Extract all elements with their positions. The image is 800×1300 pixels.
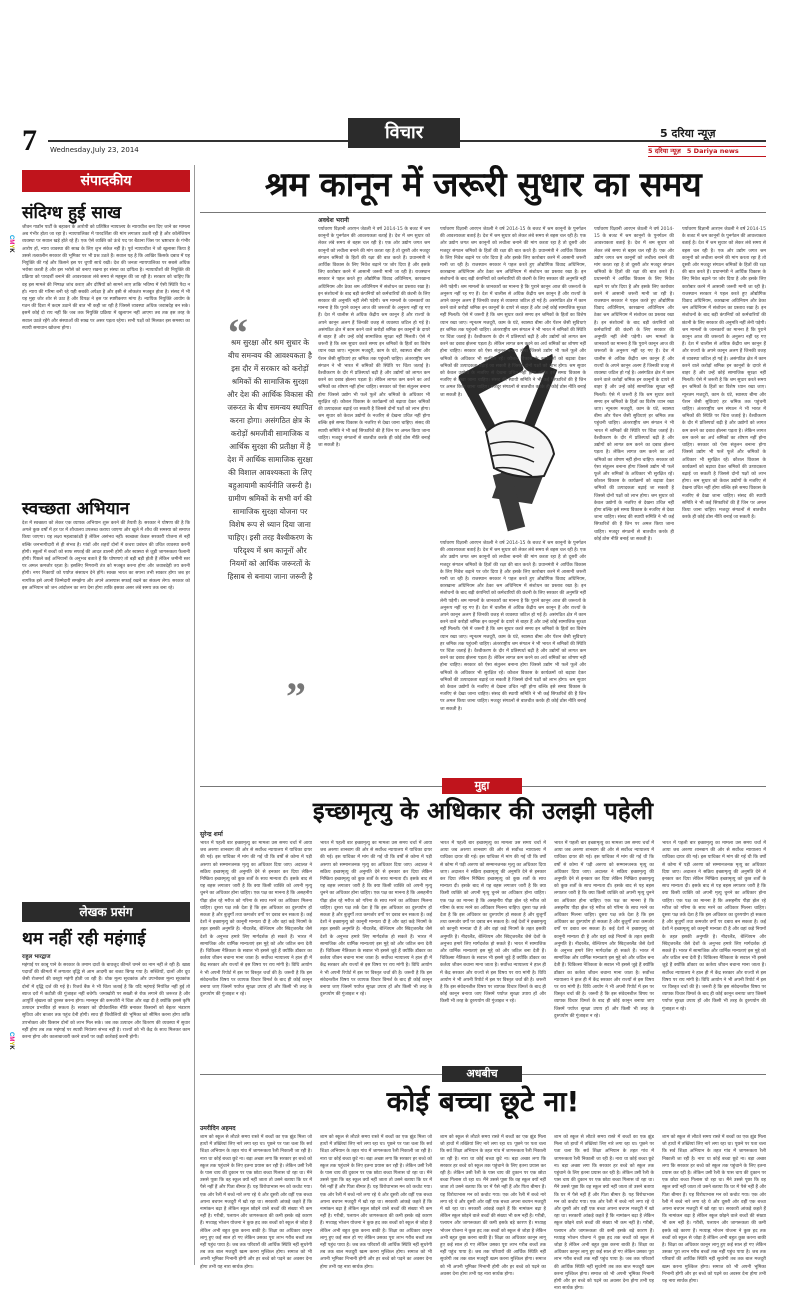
quote-close-icon: ” bbox=[286, 674, 306, 719]
column-label-text: लेखक प्रसंग bbox=[79, 905, 133, 919]
mudda-body-col2: भारत में पहली बार इच्छामृत्यु का मामला उस समय चर्चा में आया जब अरुणा शानबाग की ओर से सर्वोच्च न्यायालय में याचिका दायर की गई। इस याचिका में मांग की गई थी कि वर्षों से कोमा में पड़ी अरुणा को सम्मानजनक मृत्यु का अधिकार दिया जाए। अदालत ने सक्रिय इच्छामृत्यु की अनुमति देने से इनकार कर दिया लेकिन निष्क्रिय इच्छामृत्यु को कुछ शर्तों के साथ मान्यता दी। इसके बाद से यह बहस लगातार जारी है कि क्या किसी व्यक्ति को अपनी मृत्यु चुनने का अधिकार होना चाहिए। एक पक्ष का मानना है कि असहनीय पीड़ा झेल रहे मरीज को गरिमा के साथ मरने का अधिकार मिलना चाहिए। दूसरा पक्ष तर्क देता है कि इस अधिकार का दुरुपयोग हो सकता है और बुजुर्गों तथा कमजोर वर्गों पर दबाव बन सकता है। कई देशों ने इच्छामृत्यु को कानूनी मान्यता दी है और वहां कड़े नियमों के तहत इसकी अनुमति है। नीदरलैंड, बेल्जियम और स्विट्जरलैंड जैसे देशों के अनुभव हमारे लिए मार्गदर्शक हो सकते हैं। भारत में सामाजिक और धार्मिक मान्यताएं इस मुद्दे को और जटिल बना देती हैं। चिकित्सा नैतिकता के सवाल भी इससे जुड़े हैं क्योंकि डॉक्टर का कर्तव्य जीवन बचाना माना जाता है। सर्वोच्च न्यायालय ने हाल ही में केंद्र सरकार और राज्यों से इस विषय पर राय मांगी है। विधि आयोग ने भी अपनी रिपोर्ट में इस पर विस्तृत चर्चा की है। जरूरी है कि इस संवेदनशील विषय पर व्यापक विचार विमर्श के बाद ही कोई कानून बनाया जाए जिसमें पर्याप्त सुरक्षा उपाय हों और किसी भी तरह के दुरुपयोग की गुंजाइश न रहे। bbox=[320, 841, 432, 998]
adhbeech-byline: उमरीदिन अहमद bbox=[200, 1125, 236, 1132]
mudda-kicker-text: मुद्दा bbox=[474, 779, 490, 792]
cmyk-mark-bottom: CMYK bbox=[8, 1032, 14, 1050]
editorial-label-text: संपादकीय bbox=[80, 173, 132, 189]
cmyk-mark-top: CMYK bbox=[8, 235, 14, 253]
mudda-body-col4: भारत में पहली बार इच्छामृत्यु का मामला उस समय चर्चा में आया जब अरुणा शानबाग की ओर से सर्वोच्च न्यायालय में याचिका दायर की गई। इस याचिका में मांग की गई थी कि वर्षों से कोमा में पड़ी अरुणा को सम्मानजनक मृत्यु का अधिकार दिया जाए। अदालत ने सक्रिय इच्छामृत्यु की अनुमति देने से इनकार कर दिया लेकिन निष्क्रिय इच्छामृत्यु को कुछ शर्तों के साथ मान्यता दी। इसके बाद से यह बहस लगातार जारी है कि क्या किसी व्यक्ति को अपनी मृत्यु चुनने का अधिकार होना चाहिए। एक पक्ष का मानना है कि असहनीय पीड़ा झेल रहे मरीज को गरिमा के साथ मरने का अधिकार मिलना चाहिए। दूसरा पक्ष तर्क देता है कि इस अधिकार का दुरुपयोग हो सकता है और बुजुर्गों तथा कमजोर वर्गों पर दबाव बन सकता है। कई देशों ने इच्छामृत्यु को कानूनी मान्यता दी है और वहां कड़े नियमों के तहत इसकी अनुमति है। नीदरलैंड, बेल्जियम और स्विट्जरलैंड जैसे देशों के अनुभव हमारे लिए मार्गदर्शक हो सकते हैं। भारत में सामाजिक और धार्मिक मान्यताएं इस मुद्दे को और जटिल बना देती हैं। चिकित्सा नैतिकता के सवाल भी इससे जुड़े हैं क्योंकि डॉक्टर का कर्तव्य जीवन बचाना माना जाता है। सर्वोच्च न्यायालय ने हाल ही में केंद्र सरकार और राज्यों से इस विषय पर राय मांगी है। विधि आयोग ने भी अपनी रिपोर्ट में इस पर विस्तृत चर्चा की है। जरूरी है कि इस संवेदनशील विषय पर व्यापक विचार विमर्श के बाद ही कोई कानून बनाया जाए जिसमें पर्याप्त सुरक्षा उपाय हों और किसी भी तरह के दुरुपयोग की गुंजाइश न रहे। bbox=[554, 841, 654, 1019]
adhbeech-body-col1: शाम को स्कूल से लौटते समय रास्ते में बच्चों का एक झुंड मिला जो हाथों में तख्तियां लिए नारे लगा रहा था। पूछने पर पता चला कि सर्व शिक्षा अभियान के तहत गांव में जागरूकता रैली निकाली जा रही है। नारा था कोई बच्चा छूटे ना। बड़ा अच्छा लगा कि सरकार हर बच्चे को स्कूल तक पहुंचाने के लिए इतना प्रयास कर रही है। लेकिन उसी रैली के पास चाय की दुकान पर एक छोटा बच्चा गिलास धो रहा था। मैंने उससे पूछा कि वह स्कूल क्यों नहीं जाता तो उसने बताया कि घर में पैसे नहीं हैं और पिता बीमार हैं। यह विरोधाभास मन को कचोट गया। एक ओर रैली में बच्चे नारे लगा रहे थे और दूसरी ओर वहीं एक बच्चा अपना बचपन मजदूरी में खो रहा था। सरकारी आंकड़े कहते हैं कि नामांकन बढ़ा है लेकिन स्कूल छोड़ने वाले बच्चों की संख्या भी कम नहीं है। गरीबी, पलायन और जागरूकता की कमी इसके बड़े कारण हैं। मध्याह्न भोजन योजना ने कुछ हद तक बच्चों को स्कूल से जोड़ा है लेकिन अभी बहुत कुछ करना बाकी है। शिक्षा का अधिकार कानून लागू हुए कई साल हो गए लेकिन उसका पूरा लाभ गरीब बच्चों तक नहीं पहुंच पाया है। जब तक परिवारों की आर्थिक स्थिति नहीं सुधरेगी तब तक बाल मजदूरी खत्म करना मुश्किल होगा। समाज को भी अपनी भूमिका निभानी होगी और हर बच्चे को पढ़ने का अवसर देना होगा तभी यह नारा सार्थक होगा। bbox=[200, 1135, 312, 1270]
editorial-1-body: जीवन गाडॉन पार्टी के बहाकर के आरोपी को प्रतिष्ठित न्यायालय के न्यायधीश बना दिए जाने का मामला अब गंभीर होता जा रहा है। न्यायपालिका में पारदर्शिता की मांग लगातार उठती रही है और कॉलेजियम व्यवस्था पर सवाल खड़े होते रहे हैं। एक ऐसे व्यक्ति को ऊंचे पद पर बैठाना जिस पर भ्रष्टाचार के गंभीर आरोप हों, न्याय व्यवस्था की साख के लिए शुभ संकेत नहीं है। पूर्व न्यायाधीश ने जो खुलासा किया है उससे तत्कालीन सरकार की भूमिका पर भी प्रश्न उठते हैं। सवाल यह है कि आखिर किसके दबाव में यह नियुक्ति की गई और किसने इस पर चुप्पी साधे रखी। देश की जनता न्यायपालिका पर सबसे अधिक भरोसा करती है और इस भरोसे को बनाए रखना हर संस्था का दायित्व है। न्यायाधीशों की नियुक्ति की प्रक्रिया को पारदर्शी बनाने की आवश्यकता लंबे समय से महसूस की जा रही है। सरकार को चाहिए कि वह इस मामले की निष्पक्ष जांच कराए और दोषियों को सामने लाए ताकि भविष्य में ऐसी स्थिति पैदा न हो। न्याय की गरिमा बनी रहे यही सबकी अपेक्षा है और इसी से लोकतंत्र मजबूत होता है। संसद में भी यह मुद्दा जोर शोर से उठा है और विपक्ष ने इस पर स्पष्टीकरण मांगा है। न्यायिक नियुक्ति आयोग के गठन की दिशा में कदम उठाने की बात भी कही जा रही है जिससे व्यवस्था अधिक जवाबदेह बन सके। इसमें कोई दो राय नहीं कि जब तक नियुक्ति प्रक्रिया में खुलापन नहीं आएगा तब तक इस तरह के सवाल उठते रहेंगे और संस्थाओं की साख पर असर पड़ता रहेगा। सभी पक्षों को मिलकर इस समस्या का स्थायी समाधान खोजना होगा। bbox=[22, 225, 190, 331]
column-label bbox=[22, 902, 190, 922]
adhbeech-headline: कोई बच्चा छूटे ना! bbox=[386, 1085, 580, 1118]
adhbeech-kicker-text: अधबीच bbox=[466, 1067, 498, 1080]
editorial-2-title: स्वच्छता अभियान bbox=[22, 499, 130, 519]
lead-headline: श्रम कानून में जरूरी सुधार का समय bbox=[264, 165, 702, 205]
adhbeech-body-col3: शाम को स्कूल से लौटते समय रास्ते में बच्चों का एक झुंड मिला जो हाथों में तख्तियां लिए नारे लगा रहा था। पूछने पर पता चला कि सर्व शिक्षा अभियान के तहत गांव में जागरूकता रैली निकाली जा रही है। नारा था कोई बच्चा छूटे ना। बड़ा अच्छा लगा कि सरकार हर बच्चे को स्कूल तक पहुंचाने के लिए इतना प्रयास कर रही है। लेकिन उसी रैली के पास चाय की दुकान पर एक छोटा बच्चा गिलास धो रहा था। मैंने उससे पूछा कि वह स्कूल क्यों नहीं जाता तो उसने बताया कि घर में पैसे नहीं हैं और पिता बीमार हैं। यह विरोधाभास मन को कचोट गया। एक ओर रैली में बच्चे नारे लगा रहे थे और दूसरी ओर वहीं एक बच्चा अपना बचपन मजदूरी में खो रहा था। सरकारी आंकड़े कहते हैं कि नामांकन बढ़ा है लेकिन स्कूल छोड़ने वाले बच्चों की संख्या भी कम नहीं है। गरीबी, पलायन और जागरूकता की कमी इसके बड़े कारण हैं। मध्याह्न भोजन योजना ने कुछ हद तक बच्चों को स्कूल से जोड़ा है लेकिन अभी बहुत कुछ करना बाकी है। शिक्षा का अधिकार कानून लागू हुए कई साल हो गए लेकिन उसका पूरा लाभ गरीब बच्चों तक नहीं पहुंच पाया है। जब तक परिवारों की आर्थिक स्थिति नहीं सुधरेगी तब तक बाल मजदूरी खत्म करना मुश्किल होगा। समाज को भी अपनी भूमिका निभानी होगी और हर बच्चे को पढ़ने का अवसर देना होगा तभी यह नारा सार्थक होगा। bbox=[440, 1135, 546, 1277]
editorial-2-body: देश में स्वच्छता को लेकर एक व्यापक अभियान शुरू करने की तैयारी है। सरकार ने घोषणा की है कि अगले कुछ वर्षों में हर घर में शौचालय उपलब्ध कराया जाएगा और खुले में शौच की समस्या को समाप्त किया जाएगा। यह लक्ष्य महत्वाकांक्षी है लेकिन असंभव नहीं। स्वच्छता केवल सरकारी योजना से नहीं बल्कि जनभागीदारी से ही संभव है। गांवों और शहरों दोनों में कचरा प्रबंधन की उचित व्यवस्था करनी होगी। स्कूलों में बच्चों को साफ सफाई की आदत डालनी होगी और स्वास्थ्य से जुड़ी जागरूकता फैलानी होगी। पिछले कई अभियानों के अनुभव बताते हैं कि घोषणाएं तो बड़ी बड़ी होती हैं लेकिन जमीनी स्तर पर अमल कमजोर रहता है। इसलिए निगरानी तंत्र को मजबूत करना होगा और जवाबदेही तय करनी होगी। नगर निकायों को पर्याप्त संसाधन देने होंगे। स्वच्छ भारत का सपना तभी साकार होगा जब हर नागरिक इसे अपनी जिम्मेदारी समझेगा और अपने आसपास सफाई रखने का संकल्प लेगा। सरकार को इस अभियान को जन आंदोलन का रूप देना होगा ताकि इसका असर लंबे समय तक बना रहे। bbox=[22, 521, 190, 591]
brand-logo-top: 5 दरिया न्यूज़ bbox=[660, 127, 716, 140]
lead-headline-rule bbox=[200, 212, 766, 213]
brand-sub-hindi: 5 दरिया न्यूज़ bbox=[648, 147, 681, 155]
sidebar-divider bbox=[194, 165, 195, 1265]
adhbeech-kicker bbox=[442, 1066, 522, 1082]
masthead-rule-left bbox=[48, 140, 348, 142]
lead-body-col2-lower: पर्यावरण विज्ञानी आरएन जेठली ने वर्ष 2014-15 के बजट में श्रम कानूनों के पुनर्गठन की आवश्यकता बताई है। देश में श्रम सुधार को लेकर लंबे समय से बहस चल रही है। एक ओर उद्योग जगत श्रम कानूनों को लचीला बनाने की मांग करता रहा है तो दूसरी ओर मजदूर संगठन श्रमिकों के हितों की रक्षा की बात करते हैं। प्रधानमंत्री ने आर्थिक विकास के लिए निवेश बढ़ाने पर जोर दिया है और इसके लिए कारोबार करने में आसानी जरूरी मानी जा रही है। राजस्थान सरकार ने पहल करते हुए औद्योगिक विवाद अधिनियम, कारखाना अधिनियम और ठेका श्रम अधिनियम में संशोधन का प्रस्ताव रखा है। इन संशोधनों के बाद बड़ी कंपनियों को कर्मचारियों की छंटनी के लिए सरकार की अनुमति नहीं लेनी पड़ेगी। श्रम मामलों के जानकारों का मानना है कि पुराने कानून आज की जरूरतों के अनुरूप नहीं रह गए हैं। देश में चालीस से अधिक केंद्रीय श्रम कानून हैं और राज्यों के अपने कानून अलग हैं जिनकी वजह से व्यवस्था जटिल हो गई है। असंगठित क्षेत्र में काम करने वाले करोड़ों श्रमिक इन कानूनों के दायरे से बाहर हैं और उन्हें कोई सामाजिक सुरक्षा नहीं मिलती। ऐसे में जरूरी है कि श्रम सुधार करते समय इन श्रमिकों के हितों का विशेष ध्यान रखा जाए। न्यूनतम मजदूरी, काम के घंटे, स्वास्थ्य बीमा और पेंशन जैसी सुविधाएं हर श्रमिक तक पहुंचनी चाहिए। अंतरराष्ट्रीय श्रम संगठन ने भी भारत में श्रमिकों की स्थिति पर चिंता जताई है। वैश्वीकरण के दौर में प्रतिस्पर्धा बढ़ी है और उद्योगों को लागत कम करने का दबाव झेलना पड़ता है। लेकिन लागत कम करने का अर्थ श्रमिकों का शोषण नहीं होना चाहिए। सरकार को ऐसा संतुलन बनाना होगा जिससे उद्योग भी फलें फूलें और श्रमिकों के अधिकार भी सुरक्षित रहें। कौशल विकास के कार्यक्रमों को बढ़ावा देकर श्रमिकों की उत्पादकता बढ़ाई जा सकती है जिससे दोनों पक्षों को लाभ होगा। श्रम सुधार को केवल उद्योगों के नजरिए से देखना उचित नहीं होगा बल्कि इसे समग्र विकास के नजरिए से देखा जाना चाहिए। संसद की स्थायी समिति ने भी कई सिफारिशें की हैं जिन पर अमल किया जाना चाहिए। मजदूर संगठनों से बातचीत करके ही कोई ठोस नीति बनाई जा सकती है। bbox=[440, 541, 586, 712]
brand-sub-en: 5 Dariya news bbox=[686, 147, 739, 155]
lead-body-col1: पर्यावरण विज्ञानी आरएन जेठली ने वर्ष 2014-15 के बजट में श्रम कानूनों के पुनर्गठन की आवश्यकता बताई है। देश में श्रम सुधार को लेकर लंबे समय से बहस चल रही है। एक ओर उद्योग जगत श्रम कानूनों को लचीला बनाने की मांग करता रहा है तो दूसरी ओर मजदूर संगठन श्रमिकों के हितों की रक्षा की बात करते हैं। प्रधानमंत्री ने आर्थिक विकास के लिए निवेश बढ़ाने पर जोर दिया है और इसके लिए कारोबार करने में आसानी जरूरी मानी जा रही है। राजस्थान सरकार ने पहल करते हुए औद्योगिक विवाद अधिनियम, कारखाना अधिनियम और ठेका श्रम अधिनियम में संशोधन का प्रस्ताव रखा है। इन संशोधनों के बाद बड़ी कंपनियों को कर्मचारियों की छंटनी के लिए सरकार की अनुमति नहीं लेनी पड़ेगी। श्रम मामलों के जानकारों का मानना है कि पुराने कानून आज की जरूरतों के अनुरूप नहीं रह गए हैं। देश में चालीस से अधिक केंद्रीय श्रम कानून हैं और राज्यों के अपने कानून अलग हैं जिनकी वजह से व्यवस्था जटिल हो गई है। असंगठित क्षेत्र में काम करने वाले करोड़ों श्रमिक इन कानूनों के दायरे से बाहर हैं और उन्हें कोई सामाजिक सुरक्षा नहीं मिलती। ऐसे में जरूरी है कि श्रम सुधार करते समय इन श्रमिकों के हितों का विशेष ध्यान रखा जाए। न्यूनतम मजदूरी, काम के घंटे, स्वास्थ्य बीमा और पेंशन जैसी सुविधाएं हर श्रमिक तक पहुंचनी चाहिए। अंतरराष्ट्रीय श्रम संगठन ने भी भारत में श्रमिकों की स्थिति पर चिंता जताई है। वैश्वीकरण के दौर में प्रतिस्पर्धा बढ़ी है और उद्योगों को लागत कम करने का दबाव झेलना पड़ता है। लेकिन लागत कम करने का अर्थ श्रमिकों का शोषण नहीं होना चाहिए। सरकार को ऐसा संतुलन बनाना होगा जिससे उद्योग भी फलें फूलें और श्रमिकों के अधिकार भी सुरक्षित रहें। कौशल विकास के कार्यक्रमों को बढ़ावा देकर श्रमिकों की उत्पादकता बढ़ाई जा सकती है जिससे दोनों पक्षों को लाभ होगा। श्रम सुधार को केवल उद्योगों के नजरिए से देखना उचित नहीं होगा बल्कि इसे समग्र विकास के नजरिए से देखा जाना चाहिए। संसद की स्थायी समिति ने भी कई सिफारिशें की हैं जिन पर अमल किया जाना चाहिए। मजदूर संगठनों से बातचीत करके ही कोई ठोस नीति बनाई जा सकती है। bbox=[318, 227, 430, 449]
editorial-label bbox=[22, 170, 190, 192]
page-date: Wednesday,July 23, 2014 bbox=[50, 146, 139, 154]
lead-body-col2: पर्यावरण विज्ञानी आरएन जेठली ने वर्ष 2014-15 के बजट में श्रम कानूनों के पुनर्गठन की आवश्यकता बताई है। देश में श्रम सुधार को लेकर लंबे समय से बहस चल रही है। एक ओर उद्योग जगत श्रम कानूनों को लचीला बनाने की मांग करता रहा है तो दूसरी ओर मजदूर संगठन श्रमिकों के हितों की रक्षा की बात करते हैं। प्रधानमंत्री ने आर्थिक विकास के लिए निवेश बढ़ाने पर जोर दिया है और इसके लिए कारोबार करने में आसानी जरूरी मानी जा रही है। राजस्थान सरकार ने पहल करते हुए औद्योगिक विवाद अधिनियम, कारखाना अधिनियम और ठेका श्रम अधिनियम में संशोधन का प्रस्ताव रखा है। इन संशोधनों के बाद बड़ी कंपनियों को कर्मचारियों की छंटनी के लिए सरकार की अनुमति नहीं लेनी पड़ेगी। श्रम मामलों के जानकारों का मानना है कि पुराने कानून आज की जरूरतों के अनुरूप नहीं रह गए हैं। देश में चालीस से अधिक केंद्रीय श्रम कानून हैं और राज्यों के अपने कानून अलग हैं जिनकी वजह से व्यवस्था जटिल हो गई है। असंगठित क्षेत्र में काम करने वाले करोड़ों श्रमिक इन कानूनों के दायरे से बाहर हैं और उन्हें कोई सामाजिक सुरक्षा नहीं मिलती। ऐसे में जरूरी है कि श्रम सुधार करते समय इन श्रमिकों के हितों का विशेष ध्यान रखा जाए। न्यूनतम मजदूरी, काम के घंटे, स्वास्थ्य बीमा और पेंशन जैसी सुविधाएं हर श्रमिक तक पहुंचनी चाहिए। अंतरराष्ट्रीय श्रम संगठन ने भी भारत में श्रमिकों की स्थिति पर चिंता जताई है। वैश्वीकरण के दौर में प्रतिस्पर्धा बढ़ी है और उद्योगों को लागत कम करने का दबाव झेलना पड़ता है। लेकिन लागत कम करने का अर्थ श्रमिकों का शोषण नहीं होना चाहिए। सरकार को ऐसा संतुलन बनाना होगा जिससे उद्योग भी फलें फूलें और श्रमिकों के अधिकार भी सुरक्षित रहें। कौशल विकास के कार्यक्रमों को बढ़ावा देकर श्रमिकों की उत्पादकता बढ़ाई जा सकती है जिससे दोनों पक्षों को लाभ होगा। श्रम सुधार को केवल उद्योगों के नजरिए से देखना उचित नहीं होगा बल्कि इसे समग्र विकास के नजरिए से देखा जाना चाहिए। संसद की स्थायी समिति ने भी कई सिफारिशें की हैं जिन पर अमल किया जाना चाहिए। मजदूर संगठनों से बातचीत करके ही कोई ठोस नीति बनाई जा सकती है। bbox=[440, 227, 586, 398]
mudda-body-col3: भारत में पहली बार इच्छामृत्यु का मामला उस समय चर्चा में आया जब अरुणा शानबाग की ओर से सर्वोच्च न्यायालय में याचिका दायर की गई। इस याचिका में मांग की गई थी कि वर्षों से कोमा में पड़ी अरुणा को सम्मानजनक मृत्यु का अधिकार दिया जाए। अदालत ने सक्रिय इच्छामृत्यु की अनुमति देने से इनकार कर दिया लेकिन निष्क्रिय इच्छामृत्यु को कुछ शर्तों के साथ मान्यता दी। इसके बाद से यह बहस लगातार जारी है कि क्या किसी व्यक्ति को अपनी मृत्यु चुनने का अधिकार होना चाहिए। एक पक्ष का मानना है कि असहनीय पीड़ा झेल रहे मरीज को गरिमा के साथ मरने का अधिकार मिलना चाहिए। दूसरा पक्ष तर्क देता है कि इस अधिकार का दुरुपयोग हो सकता है और बुजुर्गों तथा कमजोर वर्गों पर दबाव बन सकता है। कई देशों ने इच्छामृत्यु को कानूनी मान्यता दी है और वहां कड़े नियमों के तहत इसकी अनुमति है। नीदरलैंड, बेल्जियम और स्विट्जरलैंड जैसे देशों के अनुभव हमारे लिए मार्गदर्शक हो सकते हैं। भारत में सामाजिक और धार्मिक मान्यताएं इस मुद्दे को और जटिल बना देती हैं। चिकित्सा नैतिकता के सवाल भी इससे जुड़े हैं क्योंकि डॉक्टर का कर्तव्य जीवन बचाना माना जाता है। सर्वोच्च न्यायालय ने हाल ही में केंद्र सरकार और राज्यों से इस विषय पर राय मांगी है। विधि आयोग ने भी अपनी रिपोर्ट में इस पर विस्तृत चर्चा की है। जरूरी है कि इस संवेदनशील विषय पर व्यापक विचार विमर्श के बाद ही कोई कानून बनाया जाए जिसमें पर्याप्त सुरक्षा उपाय हों और किसी भी तरह के दुरुपयोग की गुंजाइश न रहे। bbox=[440, 841, 546, 1005]
adhbeech-body-col2: शाम को स्कूल से लौटते समय रास्ते में बच्चों का एक झुंड मिला जो हाथों में तख्तियां लिए नारे लगा रहा था। पूछने पर पता चला कि सर्व शिक्षा अभियान के तहत गांव में जागरूकता रैली निकाली जा रही है। नारा था कोई बच्चा छूटे ना। बड़ा अच्छा लगा कि सरकार हर बच्चे को स्कूल तक पहुंचाने के लिए इतना प्रयास कर रही है। लेकिन उसी रैली के पास चाय की दुकान पर एक छोटा बच्चा गिलास धो रहा था। मैंने उससे पूछा कि वह स्कूल क्यों नहीं जाता तो उसने बताया कि घर में पैसे नहीं हैं और पिता बीमार हैं। यह विरोधाभास मन को कचोट गया। एक ओर रैली में बच्चे नारे लगा रहे थे और दूसरी ओर वहीं एक बच्चा अपना बचपन मजदूरी में खो रहा था। सरकारी आंकड़े कहते हैं कि नामांकन बढ़ा है लेकिन स्कूल छोड़ने वाले बच्चों की संख्या भी कम नहीं है। गरीबी, पलायन और जागरूकता की कमी इसके बड़े कारण हैं। मध्याह्न भोजन योजना ने कुछ हद तक बच्चों को स्कूल से जोड़ा है लेकिन अभी बहुत कुछ करना बाकी है। शिक्षा का अधिकार कानून लागू हुए कई साल हो गए लेकिन उसका पूरा लाभ गरीब बच्चों तक नहीं पहुंच पाया है। जब तक परिवारों की आर्थिक स्थिति नहीं सुधरेगी तब तक बाल मजदूरी खत्म करना मुश्किल होगा। समाज को भी अपनी भूमिका निभानी होगी और हर बच्चे को पढ़ने का अवसर देना होगा तभी यह नारा सार्थक होगा। bbox=[320, 1135, 432, 1270]
mudda-body-col1: भारत में पहली बार इच्छामृत्यु का मामला उस समय चर्चा में आया जब अरुणा शानबाग की ओर से सर्वोच्च न्यायालय में याचिका दायर की गई। इस याचिका में मांग की गई थी कि वर्षों से कोमा में पड़ी अरुणा को सम्मानजनक मृत्यु का अधिकार दिया जाए। अदालत ने सक्रिय इच्छामृत्यु की अनुमति देने से इनकार कर दिया लेकिन निष्क्रिय इच्छामृत्यु को कुछ शर्तों के साथ मान्यता दी। इसके बाद से यह बहस लगातार जारी है कि क्या किसी व्यक्ति को अपनी मृत्यु चुनने का अधिकार होना चाहिए। एक पक्ष का मानना है कि असहनीय पीड़ा झेल रहे मरीज को गरिमा के साथ मरने का अधिकार मिलना चाहिए। दूसरा पक्ष तर्क देता है कि इस अधिकार का दुरुपयोग हो सकता है और बुजुर्गों तथा कमजोर वर्गों पर दबाव बन सकता है। कई देशों ने इच्छामृत्यु को कानूनी मान्यता दी है और वहां कड़े नियमों के तहत इसकी अनुमति है। नीदरलैंड, बेल्जियम और स्विट्जरलैंड जैसे देशों के अनुभव हमारे लिए मार्गदर्शक हो सकते हैं। भारत में सामाजिक और धार्मिक मान्यताएं इस मुद्दे को और जटिल बना देती हैं। चिकित्सा नैतिकता के सवाल भी इससे जुड़े हैं क्योंकि डॉक्टर का कर्तव्य जीवन बचाना माना जाता है। सर्वोच्च न्यायालय ने हाल ही में केंद्र सरकार और राज्यों से इस विषय पर राय मांगी है। विधि आयोग ने भी अपनी रिपोर्ट में इस पर विस्तृत चर्चा की है। जरूरी है कि इस संवेदनशील विषय पर व्यापक विचार विमर्श के बाद ही कोई कानून बनाया जाए जिसमें पर्याप्त सुरक्षा उपाय हों और किसी भी तरह के दुरुपयोग की गुंजाइश न रहे। bbox=[200, 841, 312, 998]
lead-body-col4: पर्यावरण विज्ञानी आरएन जेठली ने वर्ष 2014-15 के बजट में श्रम कानूनों के पुनर्गठन की आवश्यकता बताई है। देश में श्रम सुधार को लेकर लंबे समय से बहस चल रही है। एक ओर उद्योग जगत श्रम कानूनों को लचीला बनाने की मांग करता रहा है तो दूसरी ओर मजदूर संगठन श्रमिकों के हितों की रक्षा की बात करते हैं। प्रधानमंत्री ने आर्थिक विकास के लिए निवेश बढ़ाने पर जोर दिया है और इसके लिए कारोबार करने में आसानी जरूरी मानी जा रही है। राजस्थान सरकार ने पहल करते हुए औद्योगिक विवाद अधिनियम, कारखाना अधिनियम और ठेका श्रम अधिनियम में संशोधन का प्रस्ताव रखा है। इन संशोधनों के बाद बड़ी कंपनियों को कर्मचारियों की छंटनी के लिए सरकार की अनुमति नहीं लेनी पड़ेगी। श्रम मामलों के जानकारों का मानना है कि पुराने कानून आज की जरूरतों के अनुरूप नहीं रह गए हैं। देश में चालीस से अधिक केंद्रीय श्रम कानून हैं और राज्यों के अपने कानून अलग हैं जिनकी वजह से व्यवस्था जटिल हो गई है। असंगठित क्षेत्र में काम करने वाले करोड़ों श्रमिक इन कानूनों के दायरे से बाहर हैं और उन्हें कोई सामाजिक सुरक्षा नहीं मिलती। ऐसे में जरूरी है कि श्रम सुधार करते समय इन श्रमिकों के हितों का विशेष ध्यान रखा जाए। न्यूनतम मजदूरी, काम के घंटे, स्वास्थ्य बीमा और पेंशन जैसी सुविधाएं हर श्रमिक तक पहुंचनी चाहिए। अंतरराष्ट्रीय श्रम संगठन ने भी भारत में श्रमिकों की स्थिति पर चिंता जताई है। वैश्वीकरण के दौर में प्रतिस्पर्धा बढ़ी है और उद्योगों को लागत कम करने का दबाव झेलना पड़ता है। लेकिन लागत कम करने का अर्थ श्रमिकों का शोषण नहीं होना चाहिए। सरकार को ऐसा संतुलन बनाना होगा जिससे उद्योग भी फलें फूलें और श्रमिकों के अधिकार भी सुरक्षित रहें। कौशल विकास के कार्यक्रमों को बढ़ावा देकर श्रमिकों की उत्पादकता बढ़ाई जा सकती है जिससे दोनों पक्षों को लाभ होगा। श्रम सुधार को केवल उद्योगों के नजरिए से देखना उचित नहीं होगा बल्कि इसे समग्र विकास के नजरिए से देखा जाना चाहिए। संसद की स्थायी समिति ने भी कई सिफारिशें की हैं जिन पर अमल किया जाना चाहिए। मजदूर संगठनों से बातचीत करके ही कोई ठोस नीति बनाई जा सकती है। bbox=[682, 227, 766, 521]
column-title: थम नहीं रही महंगाई bbox=[22, 929, 146, 949]
mudda-body-col5: भारत में पहली बार इच्छामृत्यु का मामला उस समय चर्चा में आया जब अरुणा शानबाग की ओर से सर्वोच्च न्यायालय में याचिका दायर की गई। इस याचिका में मांग की गई थी कि वर्षों से कोमा में पड़ी अरुणा को सम्मानजनक मृत्यु का अधिकार दिया जाए। अदालत ने सक्रिय इच्छामृत्यु की अनुमति देने से इनकार कर दिया लेकिन निष्क्रिय इच्छामृत्यु को कुछ शर्तों के साथ मान्यता दी। इसके बाद से यह बहस लगातार जारी है कि क्या किसी व्यक्ति को अपनी मृत्यु चुनने का अधिकार होना चाहिए। एक पक्ष का मानना है कि असहनीय पीड़ा झेल रहे मरीज को गरिमा के साथ मरने का अधिकार मिलना चाहिए। दूसरा पक्ष तर्क देता है कि इस अधिकार का दुरुपयोग हो सकता है और बुजुर्गों तथा कमजोर वर्गों पर दबाव बन सकता है। कई देशों ने इच्छामृत्यु को कानूनी मान्यता दी है और वहां कड़े नियमों के तहत इसकी अनुमति है। नीदरलैंड, बेल्जियम और स्विट्जरलैंड जैसे देशों के अनुभव हमारे लिए मार्गदर्शक हो सकते हैं। भारत में सामाजिक और धार्मिक मान्यताएं इस मुद्दे को और जटिल बना देती हैं। चिकित्सा नैतिकता के सवाल भी इससे जुड़े हैं क्योंकि डॉक्टर का कर्तव्य जीवन बचाना माना जाता है। सर्वोच्च न्यायालय ने हाल ही में केंद्र सरकार और राज्यों से इस विषय पर राय मांगी है। विधि आयोग ने भी अपनी रिपोर्ट में इस पर विस्तृत चर्चा की है। जरूरी है कि इस संवेदनशील विषय पर व्यापक विचार विमर्श के बाद ही कोई कानून बनाया जाए जिसमें पर्याप्त सुरक्षा उपाय हों और किसी भी तरह के दुरुपयोग की गुंजाइश न रहे। bbox=[662, 841, 766, 1012]
lead-body-col3: पर्यावरण विज्ञानी आरएन जेठली ने वर्ष 2014-15 के बजट में श्रम कानूनों के पुनर्गठन की आवश्यकता बताई है। देश में श्रम सुधार को लेकर लंबे समय से बहस चल रही है। एक ओर उद्योग जगत श्रम कानूनों को लचीला बनाने की मांग करता रहा है तो दूसरी ओर मजदूर संगठन श्रमिकों के हितों की रक्षा की बात करते हैं। प्रधानमंत्री ने आर्थिक विकास के लिए निवेश बढ़ाने पर जोर दिया है और इसके लिए कारोबार करने में आसानी जरूरी मानी जा रही है। राजस्थान सरकार ने पहल करते हुए औद्योगिक विवाद अधिनियम, कारखाना अधिनियम और ठेका श्रम अधिनियम में संशोधन का प्रस्ताव रखा है। इन संशोधनों के बाद बड़ी कंपनियों को कर्मचारियों की छंटनी के लिए सरकार की अनुमति नहीं लेनी पड़ेगी। श्रम मामलों के जानकारों का मानना है कि पुराने कानून आज की जरूरतों के अनुरूप नहीं रह गए हैं। देश में चालीस से अधिक केंद्रीय श्रम कानून हैं और राज्यों के अपने कानून अलग हैं जिनकी वजह से व्यवस्था जटिल हो गई है। असंगठित क्षेत्र में काम करने वाले करोड़ों श्रमिक इन कानूनों के दायरे से बाहर हैं और उन्हें कोई सामाजिक सुरक्षा नहीं मिलती। ऐसे में जरूरी है कि श्रम सुधार करते समय इन श्रमिकों के हितों का विशेष ध्यान रखा जाए। न्यूनतम मजदूरी, काम के घंटे, स्वास्थ्य बीमा और पेंशन जैसी सुविधाएं हर श्रमिक तक पहुंचनी चाहिए। अंतरराष्ट्रीय श्रम संगठन ने भी भारत में श्रमिकों की स्थिति पर चिंता जताई है। वैश्वीकरण के दौर में प्रतिस्पर्धा बढ़ी है और उद्योगों को लागत कम करने का दबाव झेलना पड़ता है। लेकिन लागत कम करने का अर्थ श्रमिकों का शोषण नहीं होना चाहिए। सरकार को ऐसा संतुलन बनाना होगा जिससे उद्योग भी फलें फूलें और श्रमिकों के अधिकार भी सुरक्षित रहें। कौशल विकास के कार्यक्रमों को बढ़ावा देकर श्रमिकों की उत्पादकता बढ़ाई जा सकती है जिससे दोनों पक्षों को लाभ होगा। श्रम सुधार को केवल उद्योगों के नजरिए से देखना उचित नहीं होगा बल्कि इसे समग्र विकास के नजरिए से देखा जाना चाहिए। संसद की स्थायी समिति ने भी कई सिफारिशें की हैं जिन पर अमल किया जाना चाहिए। मजदूर संगठनों से बातचीत करके ही कोई ठोस नीति बनाई जा सकती है। bbox=[594, 227, 674, 542]
mudda-kicker bbox=[442, 778, 522, 794]
brand-strip bbox=[648, 146, 766, 157]
section-banner bbox=[348, 118, 460, 148]
column-byline: राहुल भारद्वाज bbox=[22, 954, 51, 960]
mudda-byline: सुरेन्द्र शर्मा bbox=[200, 831, 223, 838]
column-body: महंगाई पर काबू पाने के सरकार के तमाम दावों के बावजूद कीमतें थमने का नाम नहीं ले रही हैं। खाद्य पदार्थों की कीमतों में लगातार वृद्धि से आम आदमी का बजट बिगड़ गया है। सब्जियों, दालों और दूध जैसी रोजमर्रा की वस्तुएं महंगी होती जा रही हैं। थोक मूल्य सूचकांक और उपभोक्ता मूल्य सूचकांक दोनों में वृद्धि दर्ज की गई है। रिजर्व बैंक ने भी चिंता जताई है कि यदि महंगाई नियंत्रित नहीं हुई तो ब्याज दरों में कटौती की गुंजाइश नहीं बचेगी। जमाखोरी पर सख्ती से रोक लगाने की जरूरत है और आपूर्ति श्रृंखला को दुरुस्त करना होगा। मानसून की कमजोरी ने चिंता और बढ़ा दी है क्योंकि इससे कृषि उत्पादन प्रभावित हो सकता है। सरकार को दीर्घकालिक नीति बनाकर किसानों को बेहतर भंडारण सुविधा और बाजार तक पहुंच देनी होगी। साथ ही बिचौलियों की भूमिका को सीमित करना होगा ताकि उपभोक्ता और किसान दोनों को लाभ मिल सके। जब तक उत्पादन और वितरण की व्यवस्था में सुधार नहीं होगा तब तक महंगाई पर स्थायी नियंत्रण संभव नहीं है। राज्यों को भी केंद्र के साथ मिलकर काम करना होगा और कालाबाजारी करने वालों पर कड़ी कार्रवाई करनी होगी। bbox=[22, 963, 190, 1041]
editorial-1-title: संदिग्ध हुई साख bbox=[22, 203, 122, 223]
pull-quote: श्रम सुरक्षा और श्रम सुधार के बीच समन्वय की आवश्यकता है इस दौर में सरकार को करोड़ों श्रमिकों की सामाजिक सुरक्षा और देश की आर्थिक विकास की जरूरत के बीच समन्वय स्थापित करना होगा। असंगठित क्षेत्र के करोड़ों श्रमजीवी सामाजिक व आर्थिक सुरक्षा की प्रतीक्षा में है देश में आर्थिक सामाजिक सुरक्षा की विशाल आवश्यकता के लिए बहुआयामी कार्यनीति जरूरी है। ग्रामीण श्रमिकों के सभी वर्ग की सामाजिक सुरक्षा योजना पर विशेष रूप से ध्यान दिया जाना चाहिए। इसी तरह वैश्वीकरण के परिदृश्य में श्रम कानूनों और नियमों को आर्थिक जरूरतों के हिसाब से बनाया जाना जरूरी है bbox=[226, 338, 314, 581]
quote-open-icon: “ bbox=[228, 310, 248, 355]
page-number: 7 bbox=[22, 124, 37, 157]
mudda-headline: इच्छामृत्यु के अधिकार की उलझी पहेली bbox=[312, 797, 654, 825]
adhbeech-body-col5: शाम को स्कूल से लौटते समय रास्ते में बच्चों का एक झुंड मिला जो हाथों में तख्तियां लिए नारे लगा रहा था। पूछने पर पता चला कि सर्व शिक्षा अभियान के तहत गांव में जागरूकता रैली निकाली जा रही है। नारा था कोई बच्चा छूटे ना। बड़ा अच्छा लगा कि सरकार हर बच्चे को स्कूल तक पहुंचाने के लिए इतना प्रयास कर रही है। लेकिन उसी रैली के पास चाय की दुकान पर एक छोटा बच्चा गिलास धो रहा था। मैंने उससे पूछा कि वह स्कूल क्यों नहीं जाता तो उसने बताया कि घर में पैसे नहीं हैं और पिता बीमार हैं। यह विरोधाभास मन को कचोट गया। एक ओर रैली में बच्चे नारे लगा रहे थे और दूसरी ओर वहीं एक बच्चा अपना बचपन मजदूरी में खो रहा था। सरकारी आंकड़े कहते हैं कि नामांकन बढ़ा है लेकिन स्कूल छोड़ने वाले बच्चों की संख्या भी कम नहीं है। गरीबी, पलायन और जागरूकता की कमी इसके बड़े कारण हैं। मध्याह्न भोजन योजना ने कुछ हद तक बच्चों को स्कूल से जोड़ा है लेकिन अभी बहुत कुछ करना बाकी है। शिक्षा का अधिकार कानून लागू हुए कई साल हो गए लेकिन उसका पूरा लाभ गरीब बच्चों तक नहीं पहुंच पाया है। जब तक परिवारों की आर्थिक स्थिति नहीं सुधरेगी तब तक बाल मजदूरी खत्म करना मुश्किल होगा। समाज को भी अपनी भूमिका निभानी होगी और हर बच्चे को पढ़ने का अवसर देना होगा तभी यह नारा सार्थक होगा। bbox=[662, 1135, 766, 1285]
section-title: विचार bbox=[384, 122, 424, 143]
lead-byline: अवधेश भरानी bbox=[318, 217, 349, 224]
adhbeech-body-col4: शाम को स्कूल से लौटते समय रास्ते में बच्चों का एक झुंड मिला जो हाथों में तख्तियां लिए नारे लगा रहा था। पूछने पर पता चला कि सर्व शिक्षा अभियान के तहत गांव में जागरूकता रैली निकाली जा रही है। नारा था कोई बच्चा छूटे ना। बड़ा अच्छा लगा कि सरकार हर बच्चे को स्कूल तक पहुंचाने के लिए इतना प्रयास कर रही है। लेकिन उसी रैली के पास चाय की दुकान पर एक छोटा बच्चा गिलास धो रहा था। मैंने उससे पूछा कि वह स्कूल क्यों नहीं जाता तो उसने बताया कि घर में पैसे नहीं हैं और पिता बीमार हैं। यह विरोधाभास मन को कचोट गया। एक ओर रैली में बच्चे नारे लगा रहे थे और दूसरी ओर वहीं एक बच्चा अपना बचपन मजदूरी में खो रहा था। सरकारी आंकड़े कहते हैं कि नामांकन बढ़ा है लेकिन स्कूल छोड़ने वाले बच्चों की संख्या भी कम नहीं है। गरीबी, पलायन और जागरूकता की कमी इसके बड़े कारण हैं। मध्याह्न भोजन योजना ने कुछ हद तक बच्चों को स्कूल से जोड़ा है लेकिन अभी बहुत कुछ करना बाकी है। शिक्षा का अधिकार कानून लागू हुए कई साल हो गए लेकिन उसका पूरा लाभ गरीब बच्चों तक नहीं पहुंच पाया है। जब तक परिवारों की आर्थिक स्थिति नहीं सुधरेगी तब तक बाल मजदूरी खत्म करना मुश्किल होगा। समाज को भी अपनी भूमिका निभानी होगी और हर बच्चे को पढ़ने का अवसर देना होगा तभी यह नारा सार्थक होगा। bbox=[554, 1135, 654, 1292]
masthead-rule-right bbox=[460, 140, 766, 142]
